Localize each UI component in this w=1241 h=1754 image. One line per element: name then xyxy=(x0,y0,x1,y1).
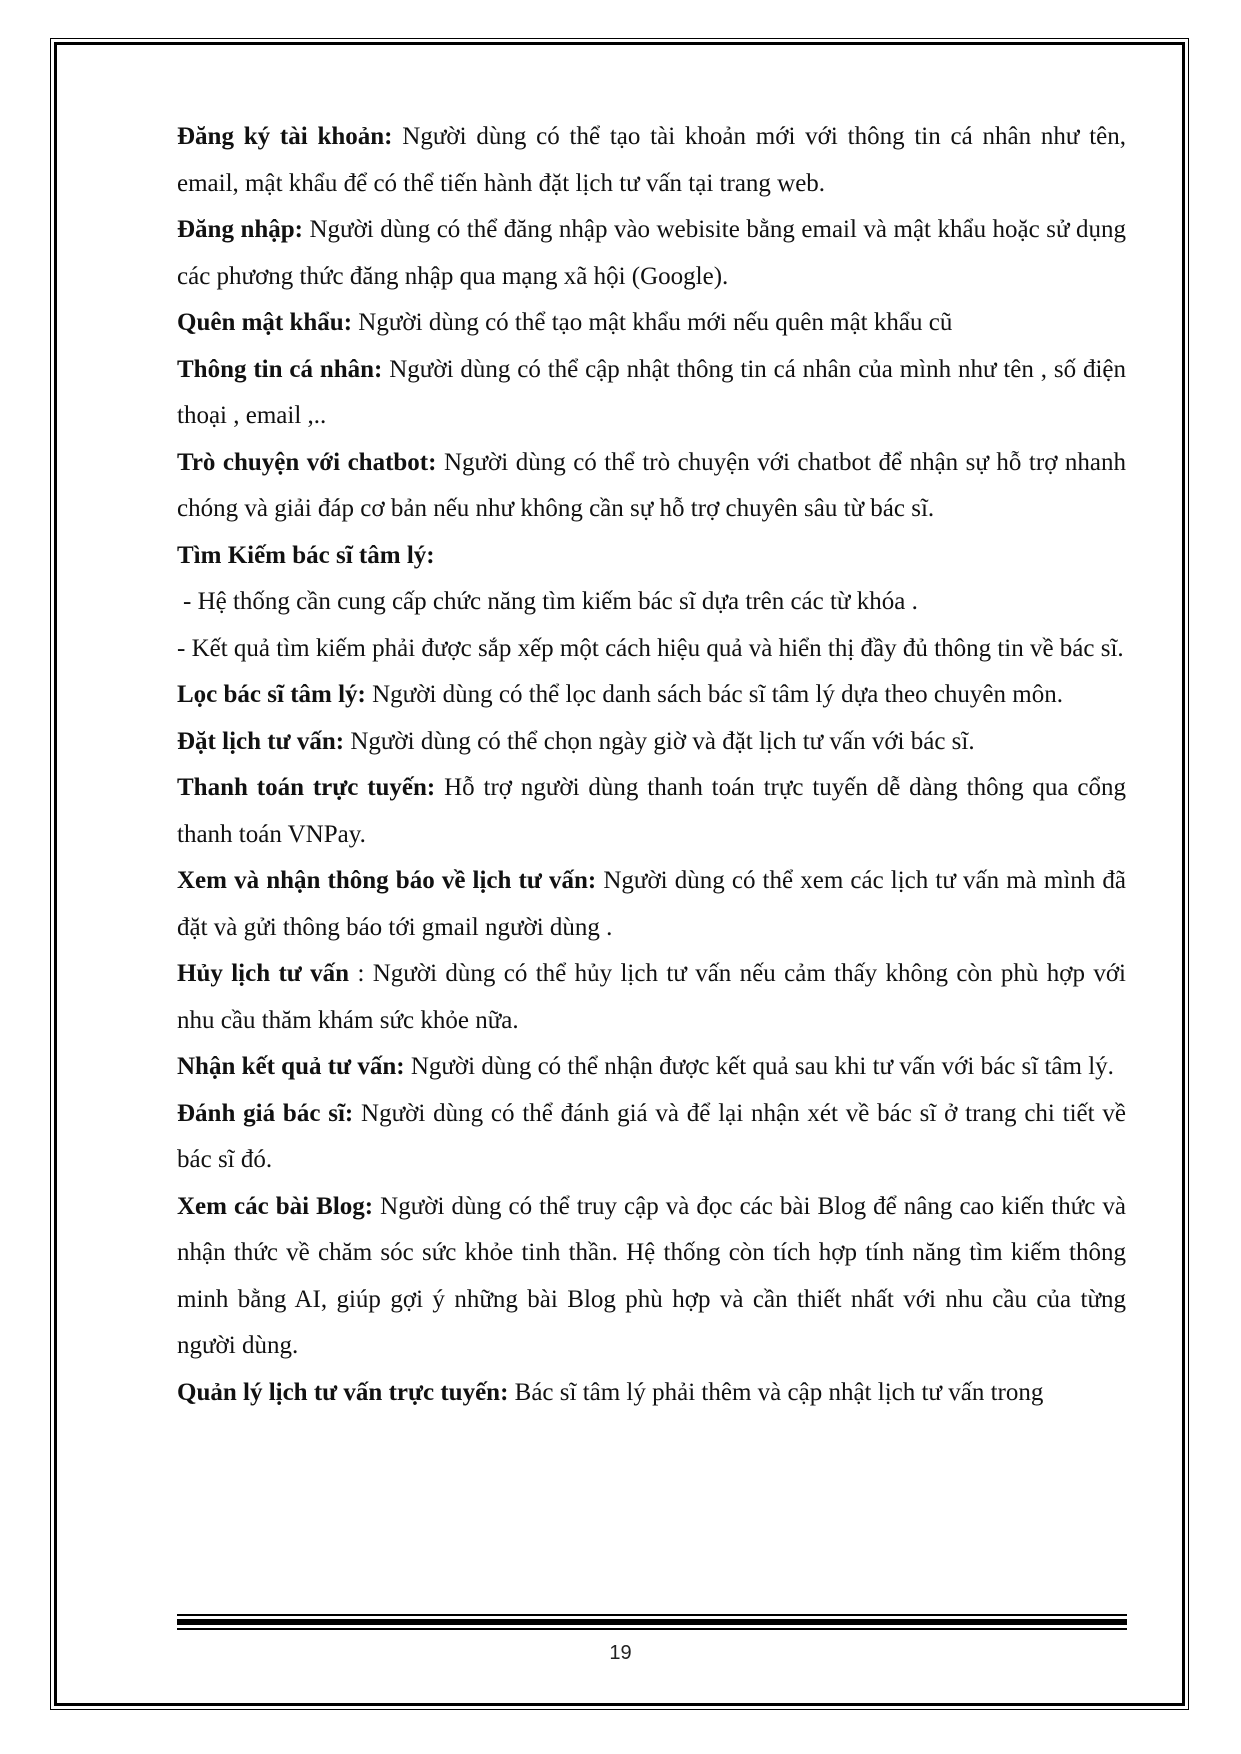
item-dat-lich xyxy=(177,719,1126,766)
item-text: Người dùng có thể lọc danh sách bác sĩ tâm lý dựa theo chuyên môn. xyxy=(365,681,1063,708)
item-text: Người dùng có thể tạo mật khẩu mới nếu quên mật khẩu cũ xyxy=(352,309,953,336)
item-label: Hủy lịch tư vấn xyxy=(177,960,350,987)
item-label: Đặt lịch tư vấn: xyxy=(177,727,345,755)
item-tim-kiem xyxy=(177,533,1126,580)
item-text: Người dùng có thể xem các lịch tư vấn mà mình đã đặt và gửi thông báo tới gmail người dùng . xyxy=(177,867,1126,941)
item-label: Đăng nhập: xyxy=(177,216,303,243)
item-thanh-toan xyxy=(177,765,1126,858)
item-text: : Người dùng có thể hủy lịch tư vấn nếu cảm thấy không còn phù hợp với nhu cầu thăm khám sức khỏe nữa. xyxy=(177,960,1126,1034)
item-text: Người dùng có thể tạo tài khoản mới với thông tin cá nhân như tên, email, mật khẩu để có thể tiến hành đặt lịch tư vấn tại trang web. xyxy=(177,123,1127,197)
item-thong-bao xyxy=(177,858,1126,951)
item-blog xyxy=(177,1184,1126,1370)
page-number: 19 xyxy=(609,1642,632,1664)
item-danh-gia xyxy=(177,1091,1126,1184)
item-huy-lich xyxy=(177,951,1126,1044)
item-text: Người dùng có thể trò chuyện với chatbot để nhận sự hỗ trợ nhanh chóng và giải đáp cơ bản nếu như không cần sự hỗ trợ chuyên sâu từ bác sĩ. xyxy=(177,448,1126,522)
search-bullet: - Kết quả tìm kiếm phải được sắp xếp một cách hiệu quả và hiển thị đầy đủ thông tin về bác sĩ. xyxy=(177,634,1124,662)
item-text: Người dùng có thể đánh giá và để lại nhận xét về bác sĩ ở trang chi tiết về bác sĩ đó. xyxy=(177,1099,1126,1173)
item-label: Trò chuyện với chatbot: xyxy=(177,448,437,476)
item-text: Người dùng có thể nhận được kết quả sau khi tư vấn với bác sĩ tâm lý. xyxy=(404,1053,1114,1080)
item-label: Đăng ký tài khoản: xyxy=(177,123,393,150)
item-dang-nhap xyxy=(177,207,1126,300)
item-text: Người dùng có thể truy cập và đọc các bài Blog để nâng cao kiến thức và nhận thức về chăm sóc sức khỏe tinh thần. Hệ thống còn tích hợp tính năng tìm kiếm thông minh bằng AI, giúp gợi ý những bài Blog phù hợp và cần thiết nhất với nhu cầu của từng người dùng. xyxy=(177,1192,1126,1359)
page-content xyxy=(177,114,1126,1416)
item-loc-bac-si xyxy=(177,672,1126,719)
item-text: Bác sĩ tâm lý phải thêm và cập nhật lịch tư vấn trong xyxy=(508,1378,1044,1406)
item-label: Thanh toán trực tuyến: xyxy=(177,774,436,801)
item-label: Tìm Kiếm bác sĩ tâm lý: xyxy=(177,541,435,569)
item-label: Đánh giá bác sĩ: xyxy=(177,1099,354,1127)
item-ket-qua xyxy=(177,1044,1126,1091)
item-quan-ly-lich xyxy=(177,1370,1126,1417)
item-chatbot xyxy=(177,440,1126,533)
item-text: Hỗ trợ người dùng thanh toán trực tuyến dễ dàng thông qua cổng thanh toán VNPay. xyxy=(177,774,1126,848)
item-label: Xem và nhận thông báo về lịch tư vấn: xyxy=(177,867,597,894)
item-label: Quên mật khẩu: xyxy=(177,309,353,336)
item-text: Người dùng có thể chọn ngày giờ và đặt lịch tư vấn với bác sĩ. xyxy=(344,727,975,755)
footer-rule xyxy=(177,1614,1127,1630)
search-bullet: - Hệ thống cần cung cấp chức năng tìm kiếm bác sĩ dựa trên các từ khóa . xyxy=(183,588,918,615)
item-label: Lọc bác sĩ tâm lý: xyxy=(177,681,366,708)
item-text: Người dùng có thể cập nhật thông tin cá nhân của mình như tên , số điện thoại , email ,.. xyxy=(177,355,1127,429)
item-thong-tin-ca-nhan xyxy=(177,347,1126,440)
item-dang-ky xyxy=(177,114,1126,207)
item-text: Người dùng có thể đăng nhập vào webisite bằng email và mật khẩu hoặc sử dụng các phương thức đăng nhập qua mạng xã hội (Google). xyxy=(177,216,1126,290)
item-quen-mat-khau xyxy=(177,300,1126,347)
item-label: Thông tin cá nhân: xyxy=(177,355,383,383)
item-label: Xem các bài Blog: xyxy=(177,1192,374,1220)
item-label: Nhận kết quả tư vấn: xyxy=(177,1053,405,1080)
item-label: Quản lý lịch tư vấn trực tuyến: xyxy=(177,1378,509,1406)
